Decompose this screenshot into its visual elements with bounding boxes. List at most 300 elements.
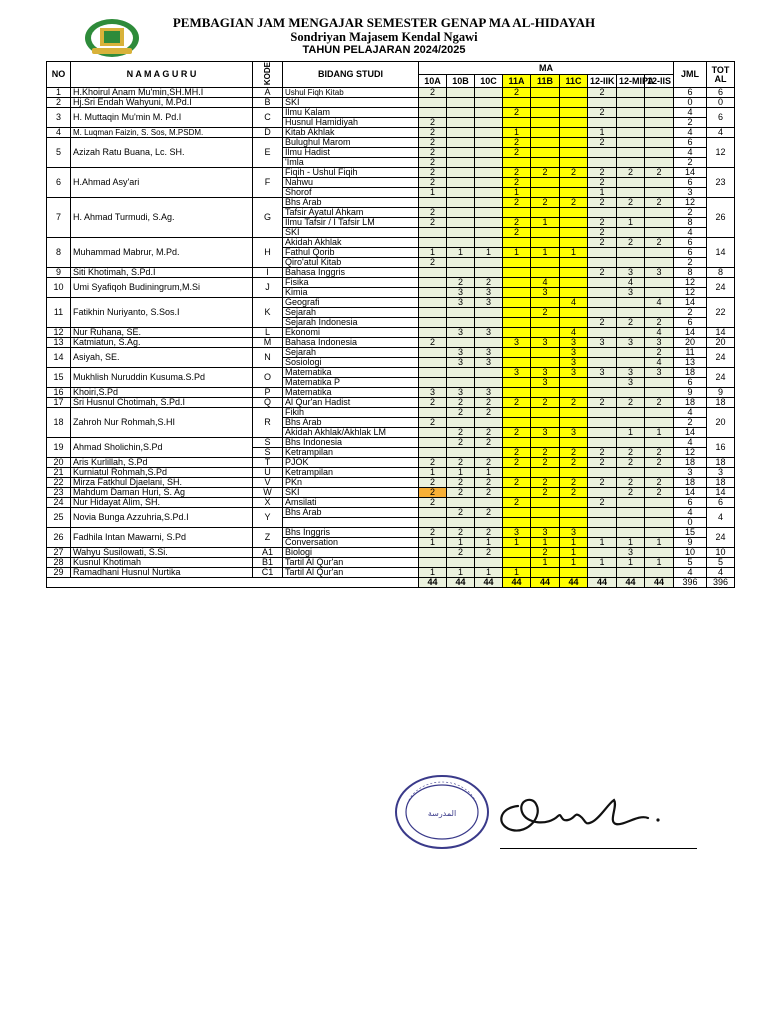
teacher-code: W	[253, 488, 283, 498]
hours-cell	[531, 438, 560, 448]
hours-cell: 2	[419, 418, 447, 428]
hours-cell	[617, 418, 645, 428]
hours-cell: 1	[447, 468, 475, 478]
hours-cell: 2	[447, 528, 475, 538]
teacher-code: P	[253, 388, 283, 398]
table-row	[47, 338, 735, 348]
hours-cell: 3	[531, 288, 560, 298]
hours-cell: 2	[419, 398, 447, 408]
hours-cell	[475, 418, 503, 428]
col-class-10b: 10B	[447, 75, 475, 88]
teacher-name: M. Luqman Faizin, S. Sos, M.PSDM.	[71, 128, 253, 138]
hours-cell	[419, 438, 447, 448]
hours-cell	[419, 278, 447, 288]
table-body	[47, 88, 735, 578]
hours-cell: 2	[503, 168, 531, 178]
hours-cell: 2	[531, 198, 560, 208]
hours-cell	[419, 358, 447, 368]
teacher-total: 4	[707, 568, 735, 578]
hours-cell	[447, 558, 475, 568]
hours-cell: 1	[447, 538, 475, 548]
hours-cell	[447, 128, 475, 138]
teacher-total: 5	[707, 558, 735, 568]
hours-cell: 4	[645, 328, 674, 338]
hours-cell	[645, 548, 674, 558]
hours-cell: 3	[447, 328, 475, 338]
hours-cell	[447, 448, 475, 458]
hours-cell: 3	[588, 368, 617, 378]
hours-cell	[588, 388, 617, 398]
hours-cell: 2	[531, 448, 560, 458]
hours-cell	[560, 518, 588, 528]
hours-cell	[419, 558, 447, 568]
teacher-name: H. Muttaqin Mu'min M. Pd.I	[71, 108, 253, 128]
table-row	[47, 298, 735, 308]
hours-cell	[645, 228, 674, 238]
teacher-code: V	[253, 478, 283, 488]
hours-cell	[645, 108, 674, 118]
hours-cell	[531, 268, 560, 278]
hours-cell: 3	[447, 388, 475, 398]
hours-cell	[447, 498, 475, 508]
hours-cell	[503, 518, 531, 528]
row-jml: 6	[674, 178, 707, 188]
footer-class-total: 44	[447, 578, 475, 588]
teacher-total: 6	[707, 108, 735, 128]
hours-cell	[588, 378, 617, 388]
hours-cell: 3	[617, 338, 645, 348]
hours-cell: 1	[447, 568, 475, 578]
hours-cell	[447, 178, 475, 188]
hours-cell	[419, 238, 447, 248]
hours-cell	[560, 408, 588, 418]
row-jml: 0	[674, 518, 707, 528]
hours-cell: 2	[588, 318, 617, 328]
hours-cell: 2	[503, 478, 531, 488]
teacher-name: Fadhila Intan Mawarni, S.Pd	[71, 528, 253, 548]
table-row	[47, 238, 735, 248]
hours-cell	[447, 158, 475, 168]
hours-cell	[503, 548, 531, 558]
hours-cell	[475, 338, 503, 348]
hours-cell	[560, 498, 588, 508]
hours-cell	[531, 138, 560, 148]
hours-cell: 2	[588, 498, 617, 508]
hours-cell	[645, 278, 674, 288]
hours-cell	[560, 108, 588, 118]
hours-cell: 2	[447, 428, 475, 438]
hours-cell	[475, 308, 503, 318]
hours-cell	[503, 468, 531, 478]
hours-cell: 2	[617, 238, 645, 248]
table-row	[47, 508, 735, 518]
teacher-code: K	[253, 298, 283, 328]
hours-cell	[645, 128, 674, 138]
hours-cell: 1	[419, 248, 447, 258]
hours-cell: 1	[419, 468, 447, 478]
hours-cell: 2	[503, 398, 531, 408]
col-jml: JML	[674, 62, 707, 88]
hours-cell: 2	[447, 458, 475, 468]
subject: Ilmu Kalam	[283, 108, 419, 118]
hours-cell: 3	[560, 368, 588, 378]
subject: Bhs Arab	[283, 198, 419, 208]
hours-cell	[419, 318, 447, 328]
teacher-code: C1	[253, 568, 283, 578]
hours-cell	[617, 208, 645, 218]
hours-cell	[531, 348, 560, 358]
hours-cell	[645, 408, 674, 418]
footer-class-total: 44	[645, 578, 674, 588]
hours-cell	[447, 308, 475, 318]
teacher-code: Y	[253, 508, 283, 528]
hours-cell	[503, 268, 531, 278]
hours-cell	[645, 518, 674, 528]
subject: Bhs Arab	[283, 508, 419, 518]
row-jml: 2	[674, 158, 707, 168]
hours-cell: 2	[531, 168, 560, 178]
row-jml: 3	[674, 468, 707, 478]
teacher-number: 4	[47, 128, 71, 138]
teacher-number: 5	[47, 138, 71, 168]
subject: PJOK	[283, 458, 419, 468]
hours-cell: 2	[503, 428, 531, 438]
hours-cell: 2	[560, 448, 588, 458]
hours-cell: 3	[447, 348, 475, 358]
teacher-number: 8	[47, 238, 71, 268]
hours-cell	[560, 218, 588, 228]
row-jml: 3	[674, 188, 707, 198]
hours-cell: 2	[645, 448, 674, 458]
hours-cell: 2	[645, 348, 674, 358]
hours-cell: 2	[419, 158, 447, 168]
hours-cell: 2	[531, 458, 560, 468]
hours-cell: 2	[475, 488, 503, 498]
hours-cell	[531, 158, 560, 168]
hours-cell	[560, 148, 588, 158]
teacher-number: 17	[47, 398, 71, 408]
col-class-11c: 11C	[560, 75, 588, 88]
hours-cell: 1	[560, 538, 588, 548]
teacher-code: J	[253, 278, 283, 298]
hours-cell: 1	[531, 558, 560, 568]
hours-cell	[588, 408, 617, 418]
hours-cell: 3	[531, 378, 560, 388]
col-total: TOT AL	[707, 62, 735, 88]
hours-cell: 3	[475, 348, 503, 358]
subject: Bhs Arab	[283, 418, 419, 428]
hours-cell: 1	[588, 538, 617, 548]
subject: Ekonomi	[283, 328, 419, 338]
hours-cell	[645, 498, 674, 508]
teacher-number: 29	[47, 568, 71, 578]
hours-cell: 2	[531, 308, 560, 318]
hours-cell	[531, 568, 560, 578]
hours-cell	[503, 308, 531, 318]
teacher-number: 16	[47, 388, 71, 398]
row-jml: 4	[674, 568, 707, 578]
teacher-code: I	[253, 268, 283, 278]
hours-cell	[588, 258, 617, 268]
hours-cell	[503, 208, 531, 218]
hours-cell	[617, 438, 645, 448]
teacher-number: 1	[47, 88, 71, 98]
hours-cell	[645, 568, 674, 578]
subject: Matematika P	[283, 378, 419, 388]
hours-cell: 3	[560, 348, 588, 358]
table-row	[47, 108, 735, 118]
row-jml: 14	[674, 298, 707, 308]
teacher-number: 18	[47, 408, 71, 438]
hours-cell	[588, 298, 617, 308]
table-row	[47, 328, 735, 338]
teacher-code: D	[253, 128, 283, 138]
hours-cell: 3	[475, 298, 503, 308]
hours-cell	[475, 118, 503, 128]
hours-cell: 2	[645, 458, 674, 468]
table-row	[47, 458, 735, 468]
hours-cell	[560, 388, 588, 398]
teacher-number: 10	[47, 278, 71, 298]
document-title: PEMBAGIAN JAM MENGAJAR SEMESTER GENAP MA AL-HIDAYAH	[172, 15, 596, 30]
hours-cell	[531, 98, 560, 108]
hours-cell: 1	[531, 248, 560, 258]
hours-cell	[475, 108, 503, 118]
subject: Akidah Akhlak/Akhlak LM	[283, 428, 419, 438]
hours-cell	[645, 468, 674, 478]
footer-jml: 396	[674, 578, 707, 588]
hours-cell: 2	[588, 88, 617, 98]
hours-cell: 2	[419, 458, 447, 468]
subject: Matematika	[283, 368, 419, 378]
hours-cell	[475, 258, 503, 268]
teaching-schedule-table	[46, 61, 735, 588]
hours-cell: 2	[503, 108, 531, 118]
hours-cell: 1	[531, 538, 560, 548]
hours-cell: 2	[531, 548, 560, 558]
hours-cell: 2	[617, 448, 645, 458]
hours-cell: 3	[503, 338, 531, 348]
table-row	[47, 268, 735, 278]
hours-cell	[419, 98, 447, 108]
table-row	[47, 348, 735, 358]
footer-class-total: 44	[560, 578, 588, 588]
teacher-number: 9	[47, 268, 71, 278]
hours-cell	[588, 518, 617, 528]
teacher-total: 24	[707, 528, 735, 548]
row-jml: 15	[674, 528, 707, 538]
hours-cell	[447, 188, 475, 198]
col-class-11b: 11B	[531, 75, 560, 88]
hours-cell: 4	[531, 278, 560, 288]
hours-cell	[617, 98, 645, 108]
hours-cell: 3	[531, 528, 560, 538]
hours-cell: 2	[588, 478, 617, 488]
hours-cell	[645, 118, 674, 128]
teacher-code: Z	[253, 528, 283, 548]
hours-cell	[531, 108, 560, 118]
footer-class-total: 44	[531, 578, 560, 588]
hours-cell: 2	[475, 508, 503, 518]
table-row	[47, 478, 735, 488]
teacher-number: 28	[47, 558, 71, 568]
hours-cell	[617, 188, 645, 198]
hours-cell	[645, 88, 674, 98]
hours-cell	[617, 258, 645, 268]
teacher-number: 6	[47, 168, 71, 198]
hours-cell: 1	[447, 248, 475, 258]
hours-cell	[419, 368, 447, 378]
hours-cell	[588, 248, 617, 258]
hours-cell: 3	[588, 338, 617, 348]
hours-cell	[617, 508, 645, 518]
hours-cell	[588, 428, 617, 438]
hours-cell	[588, 278, 617, 288]
hours-cell: 2	[447, 478, 475, 488]
hours-cell	[419, 268, 447, 278]
hours-cell: 2	[447, 488, 475, 498]
teacher-name: Kusnul Khotimah	[71, 558, 253, 568]
hours-cell: 2	[617, 478, 645, 488]
teacher-name: Sri Husnul Chotimah, S.Pd.I	[71, 398, 253, 408]
hours-cell	[447, 218, 475, 228]
table-row	[47, 388, 735, 398]
teacher-total: 14	[707, 488, 735, 498]
hours-cell: 2	[560, 478, 588, 488]
subject	[283, 518, 419, 528]
hours-cell	[503, 258, 531, 268]
hours-cell	[503, 378, 531, 388]
subject: PKn	[283, 478, 419, 488]
hours-cell: 2	[419, 88, 447, 98]
hours-cell: 2	[475, 478, 503, 488]
hours-cell	[645, 308, 674, 318]
row-jml: 18	[674, 458, 707, 468]
teacher-code: R	[253, 408, 283, 438]
hours-cell: 1	[645, 538, 674, 548]
hours-cell: 1	[419, 568, 447, 578]
subject: Ilmu Tafsir / I Tafsir LM	[283, 218, 419, 228]
teacher-number: 22	[47, 478, 71, 488]
hours-cell: 2	[419, 148, 447, 158]
hours-cell: 3	[645, 268, 674, 278]
hours-cell	[447, 268, 475, 278]
row-jml: 4	[674, 508, 707, 518]
hours-cell	[560, 178, 588, 188]
row-jml: 6	[674, 498, 707, 508]
hours-cell: 2	[419, 168, 447, 178]
hours-cell	[419, 408, 447, 418]
hours-cell	[475, 88, 503, 98]
subject: Fisika	[283, 278, 419, 288]
teacher-number: 2	[47, 98, 71, 108]
document-subtitle: Sondriyan Majasem Kendal Ngawi	[290, 30, 478, 44]
hours-cell	[447, 258, 475, 268]
school-seal-stamp	[392, 772, 492, 852]
col-class-12-iik: 12-IIK	[588, 75, 617, 88]
hours-cell: 2	[617, 198, 645, 208]
teacher-number: 27	[47, 548, 71, 558]
row-jml: 4	[674, 438, 707, 448]
hours-cell	[560, 98, 588, 108]
hours-cell: 1	[560, 558, 588, 568]
hours-cell: 2	[447, 408, 475, 418]
hours-cell	[588, 418, 617, 428]
hours-cell	[503, 158, 531, 168]
row-jml: 11	[674, 348, 707, 358]
hours-cell: 1	[503, 188, 531, 198]
hours-cell	[447, 518, 475, 528]
table-row	[47, 368, 735, 378]
teacher-code: H	[253, 238, 283, 268]
hours-cell	[503, 328, 531, 338]
row-jml: 5	[674, 558, 707, 568]
hours-cell	[475, 218, 503, 228]
hours-cell: 3	[645, 338, 674, 348]
hours-cell	[588, 438, 617, 448]
hours-cell: 2	[503, 498, 531, 508]
teacher-total: 20	[707, 338, 735, 348]
hours-cell	[645, 178, 674, 188]
hours-cell	[447, 198, 475, 208]
hours-cell	[588, 488, 617, 498]
row-jml: 0	[674, 98, 707, 108]
hours-cell	[419, 508, 447, 518]
hours-cell	[645, 248, 674, 258]
table-row	[47, 138, 735, 148]
teacher-code: T	[253, 458, 283, 468]
subject: Nahwu	[283, 178, 419, 188]
row-jml: 12	[674, 448, 707, 458]
col-kode-label: KODE	[263, 62, 272, 86]
hours-cell: 3	[617, 268, 645, 278]
teacher-name: Asiyah, SE.	[71, 348, 253, 368]
footer-class-total: 44	[588, 578, 617, 588]
hours-cell: 2	[531, 488, 560, 498]
teacher-code: A1	[253, 548, 283, 558]
hours-cell: 1	[560, 248, 588, 258]
table-row	[47, 468, 735, 478]
hours-cell	[447, 88, 475, 98]
col-nama: N A M A G U R U	[71, 62, 253, 88]
hours-cell	[617, 128, 645, 138]
subject: Sejarah	[283, 348, 419, 358]
hours-cell	[503, 558, 531, 568]
hours-cell	[503, 488, 531, 498]
hours-cell	[617, 568, 645, 578]
teacher-number: 12	[47, 328, 71, 338]
hours-cell: 2	[645, 238, 674, 248]
row-jml: 8	[674, 218, 707, 228]
hours-cell: 1	[560, 548, 588, 558]
hours-cell: 2	[503, 458, 531, 468]
subject: Qiro'atul Kitab	[283, 258, 419, 268]
hours-cell	[617, 308, 645, 318]
hours-cell: 2	[419, 478, 447, 488]
teacher-number: 13	[47, 338, 71, 348]
col-bidang: BIDANG STUDI	[283, 62, 419, 88]
hours-cell	[560, 468, 588, 478]
hours-cell	[531, 358, 560, 368]
teacher-number: 3	[47, 108, 71, 128]
hours-cell: 2	[503, 88, 531, 98]
hours-cell: 2	[645, 168, 674, 178]
subject: Tartil Al Qur'an	[283, 558, 419, 568]
teacher-name: Mukhlish Nuruddin Kusuma.S.Pd	[71, 368, 253, 388]
hours-cell	[447, 148, 475, 158]
row-jml: 14	[674, 488, 707, 498]
hours-cell	[447, 338, 475, 348]
